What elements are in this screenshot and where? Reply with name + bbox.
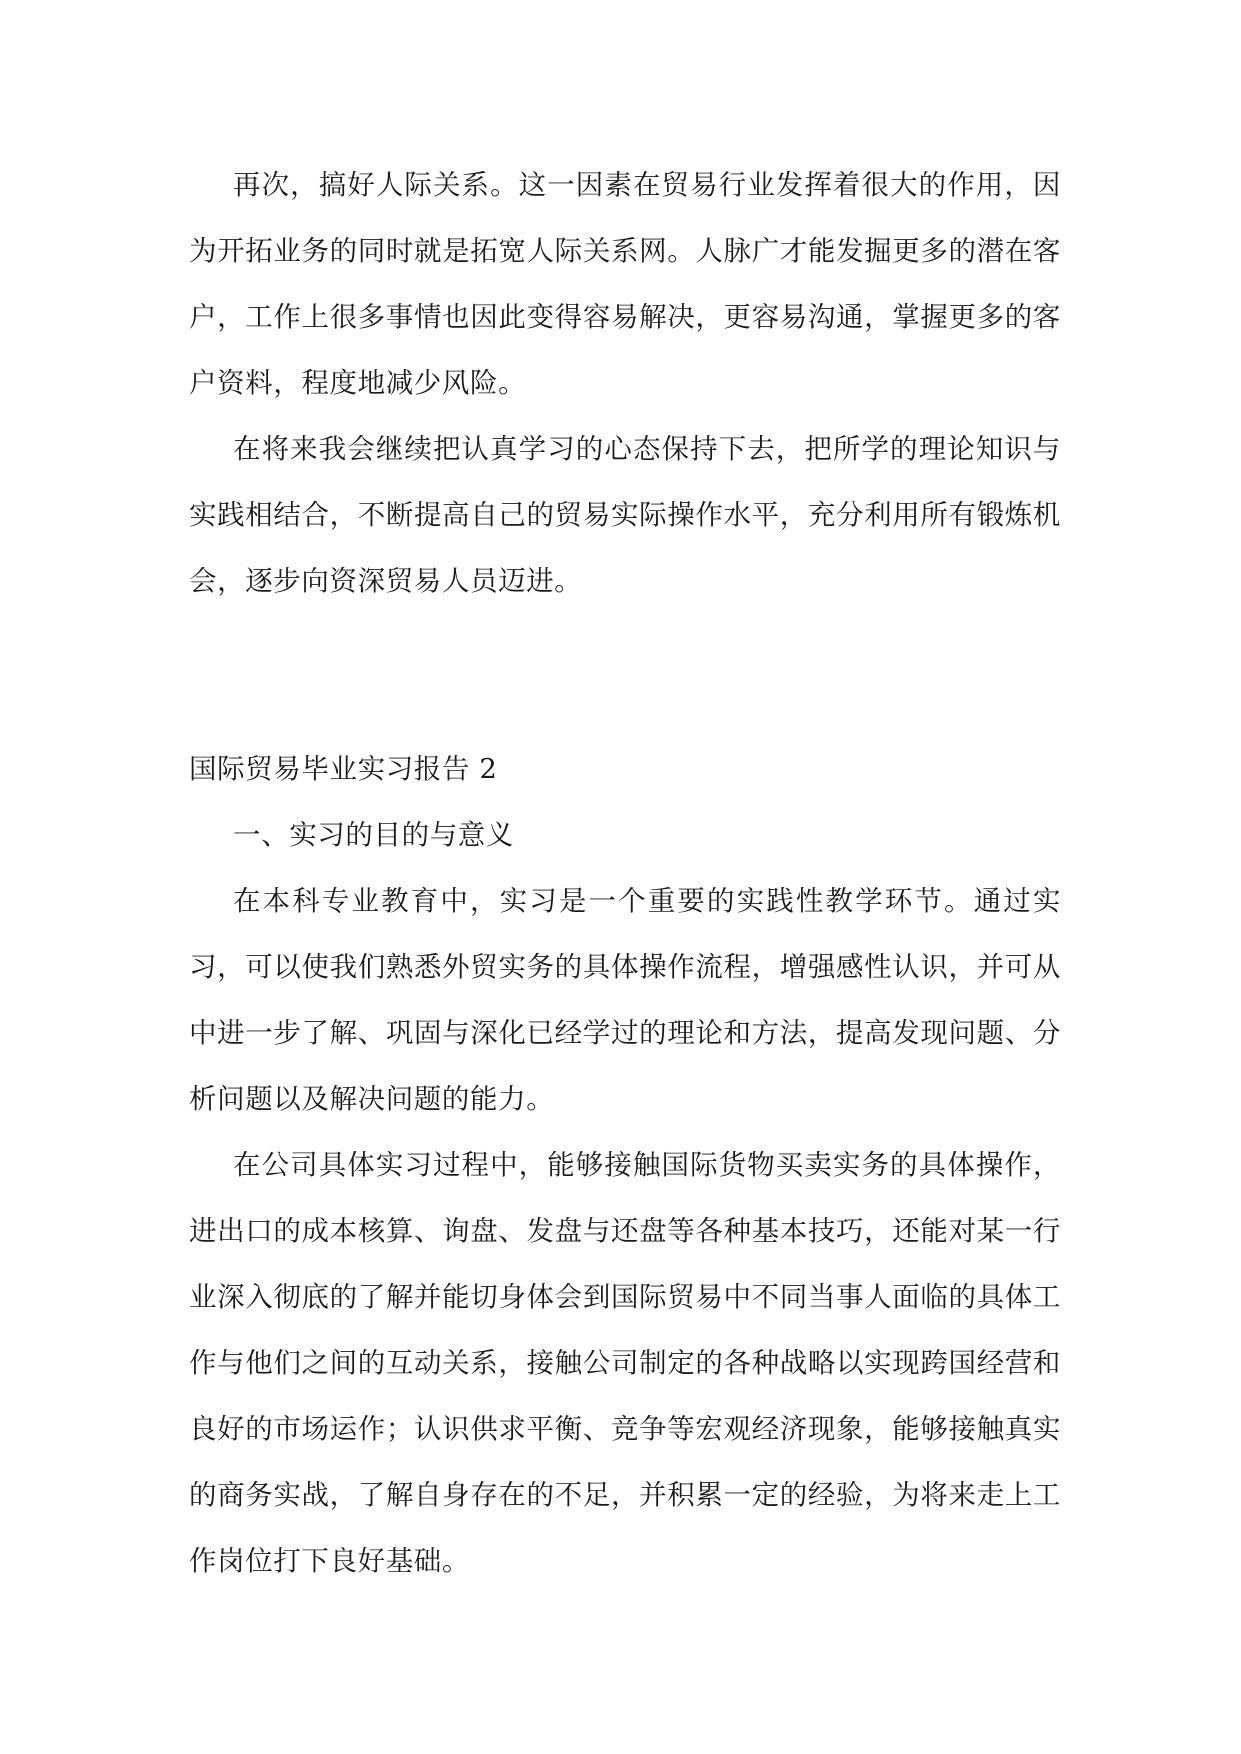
paragraph-internship-purpose: 在本科专业教育中，实习是一个重要的实践性教学环节。通过实习，可以使我们熟悉外贸实务的具体操作流程，增强感性认识，并可从中进一步了解、巩固与深化已经学过的理论和方法，提高发现问题、分析问题以及解决问题的能力。 [189, 885, 1061, 1115]
paragraph-future-plans: 在将来我会继续把认真学习的心态保持下去，把所学的理论知识与实践相结合，不断提高自己的贸易实际操作水平，充分利用所有锻炼机会，逐步向资深贸易人员迈进。 [189, 433, 1061, 597]
paragraph-internship-process: 在公司具体实习过程中，能够接触国际货物买卖实务的具体操作，进出口的成本核算、询盘、发盘与还盘等各种基本技巧，还能对某一行业深入彻底的了解并能切身体会到国际贸易中不同当事人面临的具体工作与他们之间的互动关系，接触公司制定的各种战略以实现跨国经营和良好的市场运作；认识供求平衡、竞争等宏观经济现象，能够接触真实的商务实战，了解自身存在的不足，并积累一定的经验，为将来走上工作岗位打下良好基础。 [189, 1149, 1061, 1577]
paragraph-interpersonal-relations: 再次，搞好人际关系。这一因素在贸易行业发挥着很大的作用，因为开拓业务的同时就是拓宽人际关系网。人脉广才能发掘更多的潜在客户，工作上很多事情也因此变得容易解决，更容易沟通，掌握更多的客户资料，程度地减少风险。 [189, 169, 1061, 399]
report-title: 国际贸易毕业实习报告 2 [189, 753, 498, 785]
section-heading: 一、实习的目的与意义 [233, 819, 514, 851]
